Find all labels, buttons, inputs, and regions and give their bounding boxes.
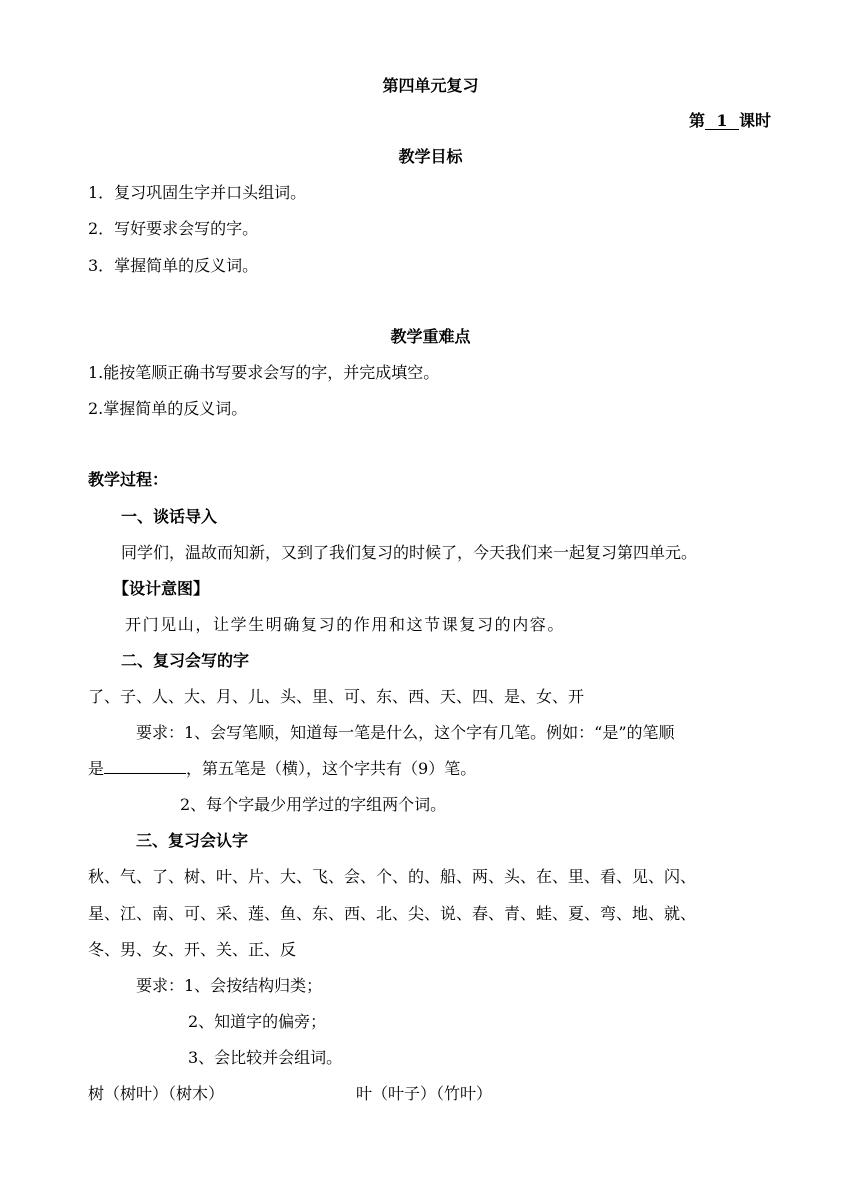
doc-title: 第四单元复习 — [382, 76, 479, 95]
goal-item: 3．掌握简单的反义词。 — [88, 256, 259, 275]
section-heading: 二、复习会写的字 — [121, 651, 250, 670]
goals-heading: 教学目标 — [398, 147, 463, 166]
goal-item: 1．复习巩固生字并口头组词。 — [88, 183, 307, 202]
lesson-number: 第 1 课时 — [688, 111, 771, 130]
process-heading: 教学过程： — [88, 470, 169, 489]
requirement-line: 要求：1、会写笔顺，知道每一笔是什么，这个字有几笔。例如：“是”的笔顺 — [136, 723, 675, 742]
read-chars-line: 星、江、南、可、采、莲、鱼、东、西、北、尖、说、春、青、蛙、夏、弯、地、就、 — [88, 904, 697, 923]
write-chars: 了、子、人、大、月、儿、头、里、可、东、西、天、四、是、女、开 — [88, 687, 585, 706]
requirement-line: 3、会比较并会组词。 — [188, 1048, 343, 1067]
requirement-line: 要求：1、会按结构归类； — [136, 976, 323, 995]
requirement-line: 是 ，第五笔是（横），这个字共有（9）笔。 — [88, 759, 477, 778]
read-chars-line: 秋、气、了、树、叶、片、大、飞、会、个、的、船、两、头、在、里、看、见、闪、 — [88, 867, 697, 886]
key-point-item: 2.掌握简单的反义词。 — [88, 399, 248, 418]
section-heading: 一、谈话导入 — [121, 507, 218, 526]
word-example: 树（树叶）（树木） — [88, 1084, 225, 1103]
key-point-item: 1.能按笔顺正确书写要求会写的字，并完成填空。 — [88, 363, 440, 382]
fill-blank — [104, 773, 186, 774]
read-chars-line: 冬、男、女、开、关、正、反 — [88, 940, 297, 959]
design-intent-text: 开门见山，让学生明确复习的作用和这节课复习的内容。 — [125, 615, 566, 634]
goal-item: 2．写好要求会写的字。 — [88, 219, 259, 238]
lesson-number-value: 1 — [705, 113, 739, 130]
section-heading: 三、复习会认字 — [136, 831, 249, 850]
requirement-line: 2、知道字的偏旁； — [188, 1012, 327, 1031]
section-text: 同学们，温故而知新，又到了我们复习的时候了，今天我们来一起复习第四单元。 — [121, 543, 698, 562]
design-intent-heading: 【设计意图】 — [113, 579, 210, 598]
requirement-line: 2、每个字最少用学过的字组两个词。 — [180, 795, 447, 814]
word-example: 叶（叶子）（竹叶） — [356, 1084, 493, 1103]
key-points-heading: 教学重难点 — [390, 327, 471, 346]
